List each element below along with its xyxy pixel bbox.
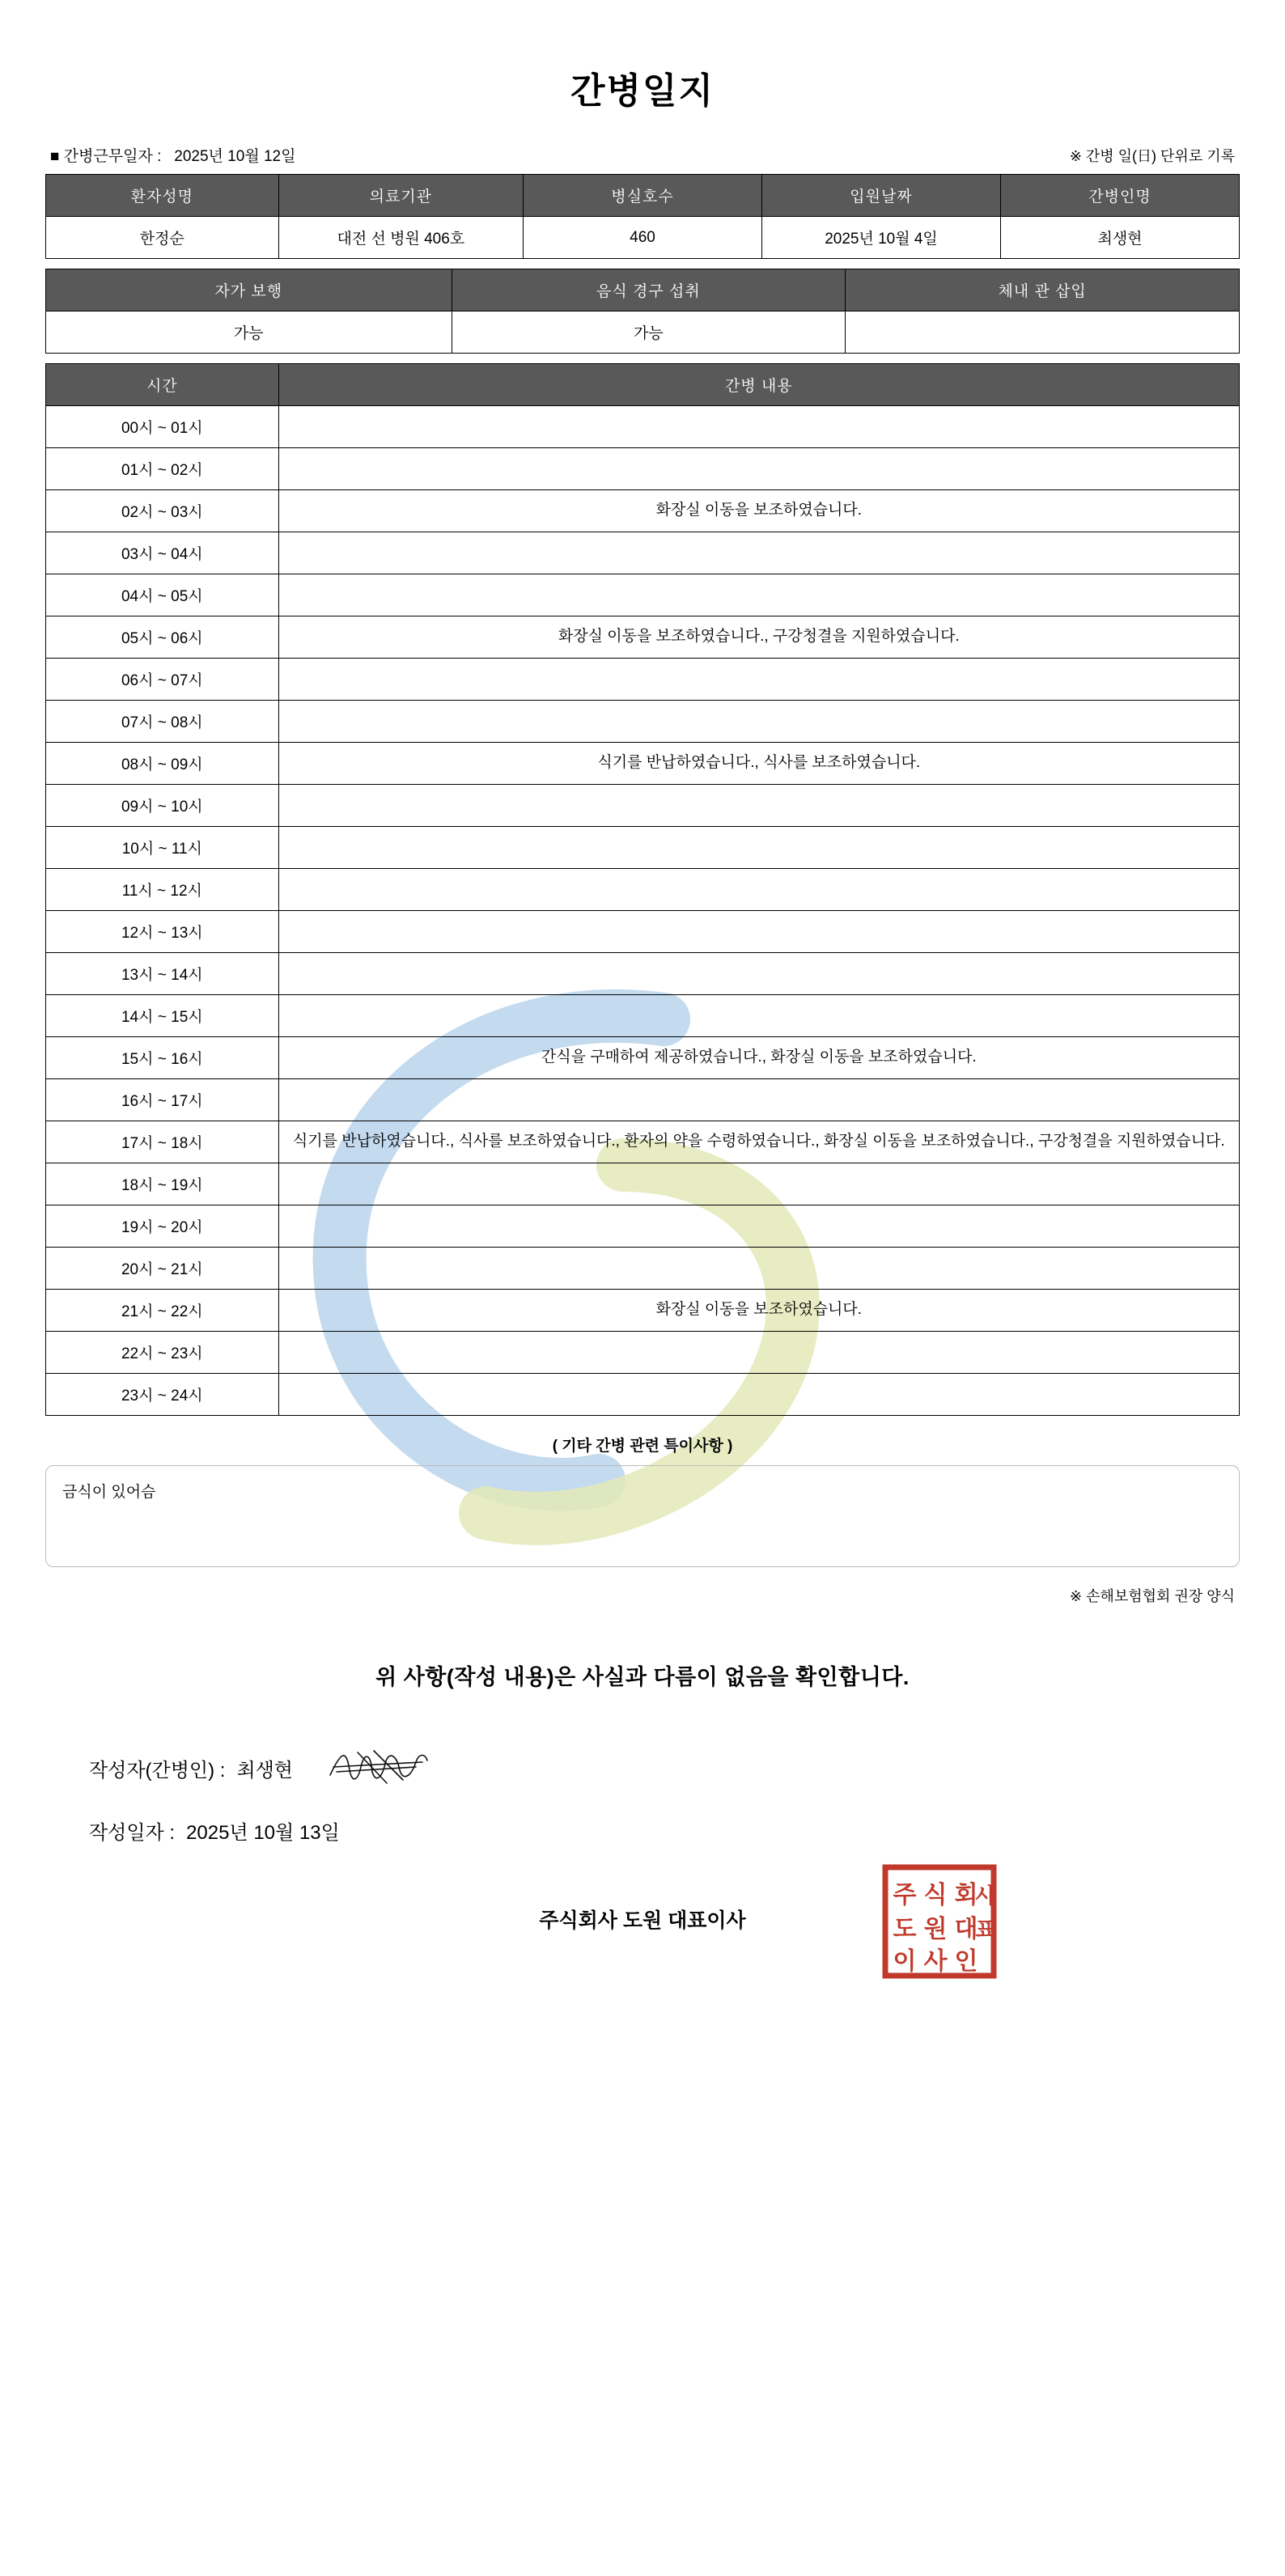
svg-text:식: 식 — [923, 1882, 948, 1909]
care-log-content[interactable] — [278, 448, 1239, 490]
table-row — [46, 1332, 1240, 1374]
care-log-time: 18시 ~ 19시 — [46, 1163, 279, 1205]
care-log-content[interactable] — [278, 1079, 1239, 1121]
svg-text:이: 이 — [893, 1948, 917, 1975]
care-log-content[interactable] — [278, 1332, 1239, 1374]
care-log-time: 20시 ~ 21시 — [46, 1248, 279, 1290]
care-log-time: 11시 ~ 12시 — [46, 869, 279, 911]
care-log-time: 13시 ~ 14시 — [46, 953, 279, 995]
table-row — [46, 911, 1240, 953]
work-date-value: 2025년 10월 12일 — [174, 148, 296, 165]
care-log-time: 03시 ~ 04시 — [46, 532, 279, 574]
care-log-content[interactable]: 식기를 반납하였습니다., 식사를 보조하였습니다., 환자의 약을 수령하였습니다., 화장실 이동을 보조하였습니다., 구강청결을 지원하였습니다. — [278, 1121, 1239, 1163]
write-date-value: 2025년 10월 13일 — [186, 1822, 340, 1844]
value-hospital: 대전 선 병원 406호 — [278, 217, 523, 259]
work-date — [50, 144, 295, 166]
care-log-time: 17시 ~ 18시 — [46, 1121, 279, 1163]
care-log-time: 04시 ~ 05시 — [46, 574, 279, 616]
value-oral-intake: 가능 — [452, 311, 846, 354]
table-row — [46, 953, 1240, 995]
table-row-header — [46, 175, 1240, 217]
table-row — [46, 1374, 1240, 1416]
care-log-time: 01시 ~ 02시 — [46, 448, 279, 490]
table-row — [46, 1163, 1240, 1205]
meta-row — [45, 144, 1240, 174]
table-row — [46, 217, 1240, 259]
table-row — [46, 995, 1240, 1037]
svg-text:사: 사 — [923, 1948, 948, 1975]
table-row — [46, 1205, 1240, 1248]
table-row — [46, 659, 1240, 701]
special-notes-title: ( 기타 간병 관련 특이사항 ) — [552, 1438, 733, 1455]
col-time: 시간 — [46, 364, 279, 406]
care-log-time: 06시 ~ 07시 — [46, 659, 279, 701]
value-caregiver-name: 최생현 — [1001, 217, 1240, 259]
care-log-content[interactable]: 화장실 이동을 보조하였습니다., 구강청결을 지원하였습니다. — [278, 616, 1239, 659]
col-hospital: 의료기관 — [278, 175, 523, 217]
svg-text:주: 주 — [893, 1882, 917, 1909]
table-row — [46, 1248, 1240, 1290]
author-line — [45, 1731, 1240, 1805]
care-log-time: 19시 ~ 20시 — [46, 1205, 279, 1248]
col-internal-tube: 체내 관 삽입 — [846, 269, 1240, 311]
date-line — [45, 1805, 1240, 1856]
table-row — [46, 532, 1240, 574]
form-source-note: ※ 손해보험협회 권장 양식 — [1070, 1588, 1235, 1604]
author-value: 최생현 — [236, 1760, 293, 1782]
company-line — [45, 1856, 1240, 1975]
table-gap — [45, 354, 1240, 363]
table-row — [46, 827, 1240, 869]
care-log-content[interactable] — [278, 827, 1239, 869]
table-row — [46, 785, 1240, 827]
col-room-number: 병실호수 — [524, 175, 762, 217]
care-log-content[interactable] — [278, 785, 1239, 827]
value-self-walking: 가능 — [46, 311, 452, 354]
care-log-time: 16시 ~ 17시 — [46, 1079, 279, 1121]
care-log-time: 02시 ~ 03시 — [46, 490, 279, 532]
svg-text:표: 표 — [975, 1917, 996, 1942]
value-admission-date: 2025년 10월 4일 — [762, 217, 1001, 259]
care-log-time: 14시 ~ 15시 — [46, 995, 279, 1037]
table-row — [46, 406, 1240, 448]
care-log-content[interactable]: 간식을 구매하여 제공하였습니다., 화장실 이동을 보조하였습니다. — [278, 1037, 1239, 1079]
care-log-time: 08시 ~ 09시 — [46, 743, 279, 785]
table-row — [46, 1121, 1240, 1163]
care-log-time: 15시 ~ 16시 — [46, 1037, 279, 1079]
col-self-walking: 자가 보행 — [46, 269, 452, 311]
care-log-time: 10시 ~ 11시 — [46, 827, 279, 869]
care-log-content[interactable] — [278, 1163, 1239, 1205]
care-log-time: 21시 ~ 22시 — [46, 1290, 279, 1332]
care-log-content[interactable] — [278, 995, 1239, 1037]
col-caregiver-name: 간병인명 — [1001, 175, 1240, 217]
care-log-time: 12시 ~ 13시 — [46, 911, 279, 953]
care-log-content[interactable] — [278, 1205, 1239, 1248]
care-log-content[interactable] — [278, 911, 1239, 953]
special-notes-box[interactable]: 금식이 있어슴 — [45, 1465, 1240, 1567]
author-label: 작성자(간병인) : — [89, 1760, 226, 1782]
write-date-label: 작성일자 : — [89, 1822, 176, 1844]
table-row — [46, 1037, 1240, 1079]
condition-table — [45, 269, 1240, 354]
table-row — [46, 311, 1240, 354]
table-row — [46, 1079, 1240, 1121]
unit-note: ※ 간병 일(日) 단위로 기록 — [1069, 148, 1235, 164]
svg-text:도: 도 — [893, 1916, 917, 1943]
care-log-content[interactable] — [278, 869, 1239, 911]
table-row — [46, 743, 1240, 785]
care-log-content[interactable] — [278, 953, 1239, 995]
confirmation-text: 위 사항(작성 내용)은 사실과 다름이 없음을 확인합니다. — [375, 1665, 910, 1689]
care-log-content[interactable] — [278, 1374, 1239, 1416]
care-log-content[interactable] — [278, 406, 1239, 448]
svg-text:사: 사 — [975, 1883, 996, 1908]
care-log-content[interactable]: 화장실 이동을 보조하였습니다. — [278, 1290, 1239, 1332]
signature-icon — [325, 1743, 430, 1794]
patient-info-table — [45, 174, 1240, 259]
care-log-body — [46, 406, 1240, 1416]
care-log-content[interactable] — [278, 532, 1239, 574]
value-internal-tube — [846, 311, 1240, 354]
value-room-number: 460 — [524, 217, 762, 259]
table-row — [46, 574, 1240, 616]
col-admission-date: 입원날짜 — [762, 175, 1001, 217]
table-row — [46, 490, 1240, 532]
table-row — [46, 869, 1240, 911]
care-log-content[interactable] — [278, 1248, 1239, 1290]
col-patient-name: 환자성명 — [46, 175, 279, 217]
value-patient-name: 한정순 — [46, 217, 279, 259]
care-log-content[interactable]: 식기를 반납하였습니다., 식사를 보조하였습니다. — [278, 743, 1239, 785]
table-row — [46, 701, 1240, 743]
care-log-time: 22시 ~ 23시 — [46, 1332, 279, 1374]
table-row-header — [46, 269, 1240, 311]
care-log-content[interactable] — [278, 701, 1239, 743]
care-log-content[interactable] — [278, 659, 1239, 701]
page-title: 간병일지 — [570, 71, 715, 111]
table-row-header — [46, 364, 1240, 406]
table-row — [46, 448, 1240, 490]
care-log-table — [45, 363, 1240, 1416]
care-log-time: 07시 ~ 08시 — [46, 701, 279, 743]
col-care-content: 간병 내용 — [278, 364, 1239, 406]
svg-text:회: 회 — [954, 1882, 978, 1909]
svg-text:대: 대 — [954, 1916, 978, 1943]
care-log-time: 09시 ~ 10시 — [46, 785, 279, 827]
svg-text:인: 인 — [954, 1948, 978, 1975]
work-date-label: ■ 간병근무일자 : — [50, 148, 162, 165]
care-log-time: 00시 ~ 01시 — [46, 406, 279, 448]
svg-text:원: 원 — [923, 1916, 948, 1943]
care-log-content[interactable]: 화장실 이동을 보조하였습니다. — [278, 490, 1239, 532]
care-log-content[interactable] — [278, 574, 1239, 616]
col-oral-intake: 음식 경구 섭취 — [452, 269, 846, 311]
table-gap — [45, 259, 1240, 269]
company-name: 주식회사 도원 대표이사 — [539, 1909, 746, 1932]
care-log-time: 23시 ~ 24시 — [46, 1374, 279, 1416]
care-log-time: 05시 ~ 06시 — [46, 616, 279, 659]
table-row — [46, 616, 1240, 659]
company-stamp-icon — [882, 1864, 997, 1979]
table-row — [46, 1290, 1240, 1332]
